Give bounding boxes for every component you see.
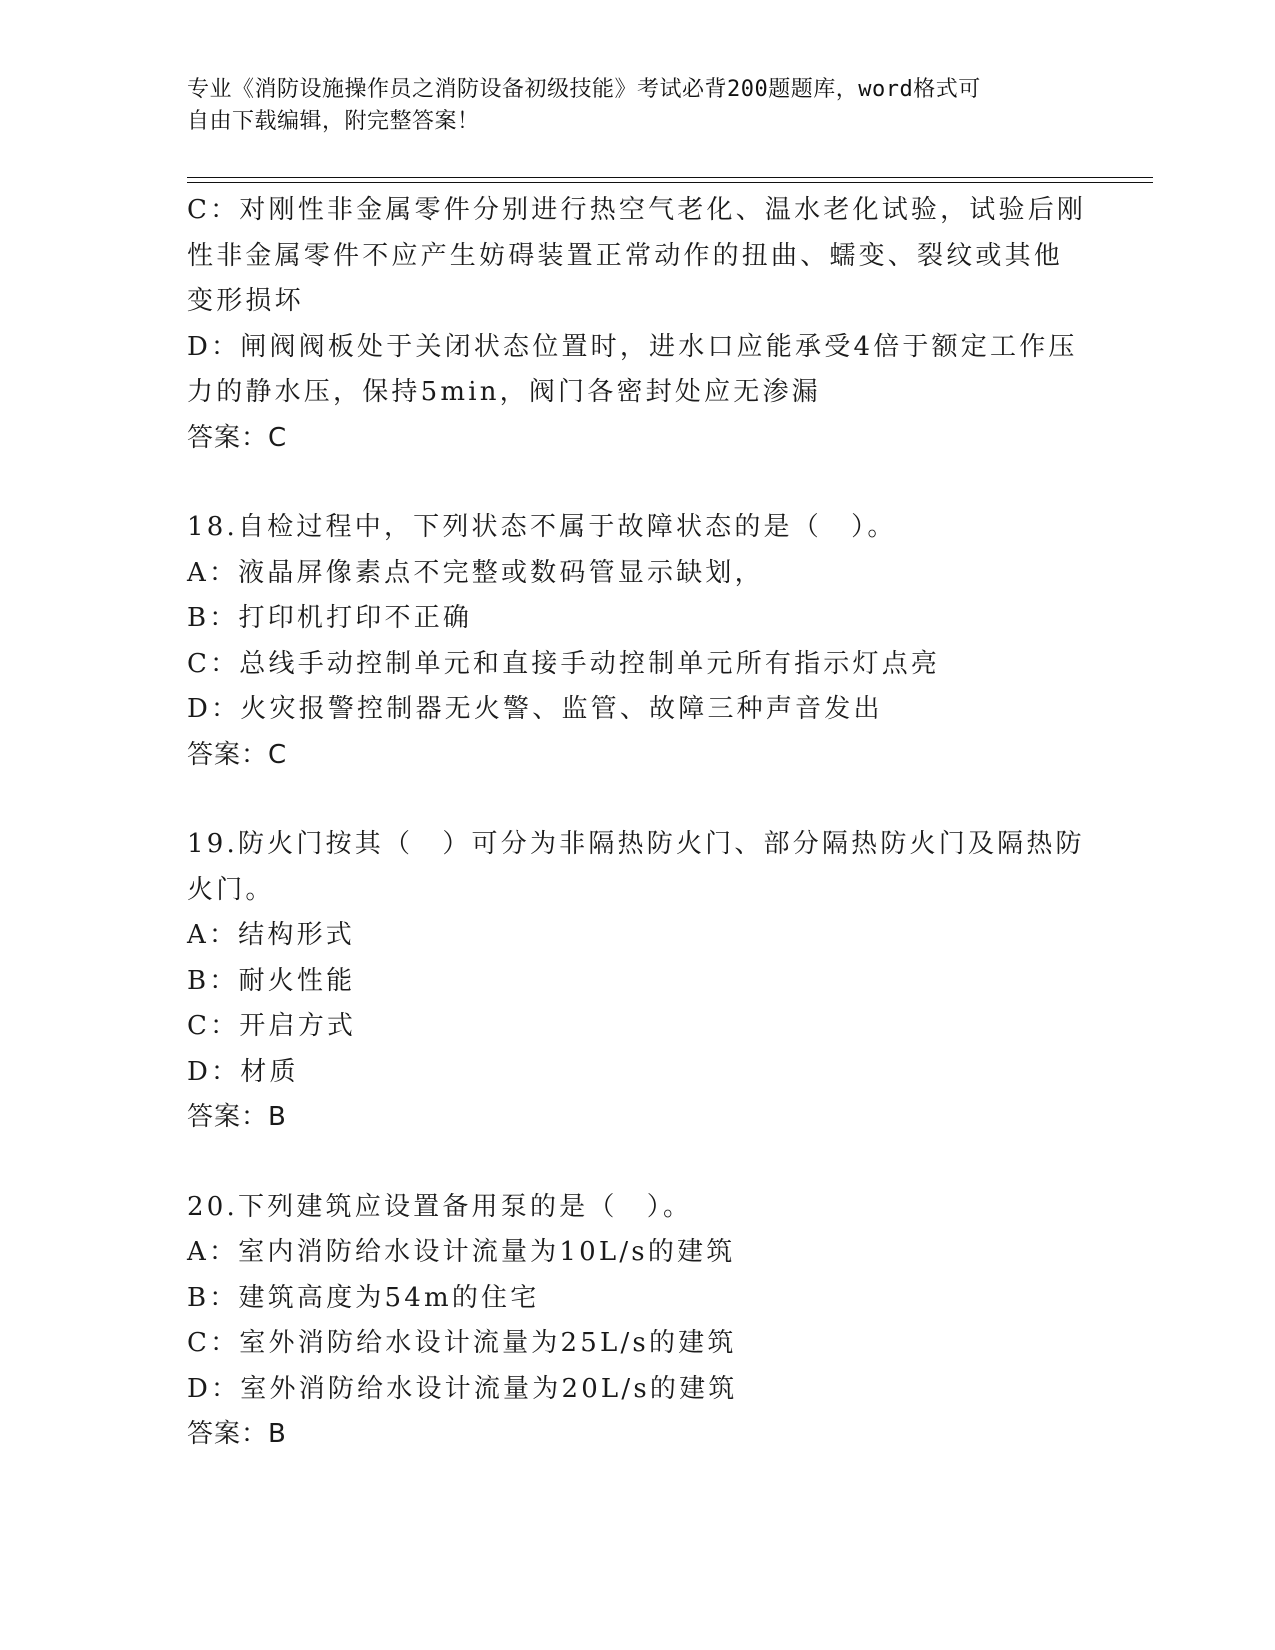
question-content [187, 188, 1087, 1458]
answer-line: 答案：C [187, 422, 288, 453]
option-d: D：材质 [187, 1056, 299, 1087]
option-a: A：液晶屏像素点不完整或数码管显示缺划， [187, 557, 764, 588]
option-b: B：耐火性能 [187, 965, 356, 996]
answer-line: 答案：B [187, 1419, 287, 1449]
option-a: A：结构形式 [187, 920, 355, 950]
header-title-line-1: 专业《消防设施操作员之消防设备初级技能》考试必背200题题库，word格式可 [187, 77, 981, 102]
continued-question [187, 188, 1087, 461]
option-c: C：总线手动控制单元和直接手动控制单元所有指示灯点亮 [187, 648, 941, 679]
option-d: D：火灾报警控制器无火警、监管、故障三种声音发出 [187, 694, 883, 724]
answer-line: 答案：C [187, 739, 288, 770]
question-18 [187, 505, 1087, 778]
option-c-line-2: 性非金属零件不应产生妨碍装置正常动作的扭曲、蠕变、裂纹或其他 [187, 240, 1064, 271]
option-b: B：打印机打印不正确 [187, 603, 473, 633]
option-c-line-3: 变形损坏 [187, 286, 304, 316]
header-rule-top [187, 177, 1153, 178]
option-a: A：室内消防给水设计流量为10L/s的建筑 [187, 1237, 736, 1267]
option-d: D：室外消防给水设计流量为20L/s的建筑 [187, 1373, 738, 1404]
option-c: C：室外消防给水设计流量为25L/s的建筑 [187, 1328, 737, 1358]
question-20 [187, 1185, 1087, 1458]
header-title-line-2: 自由下载编辑，附完整答案！ [187, 109, 480, 134]
question-stem: 18.自检过程中，下列状态不属于故障状态的是（ ）。 [187, 512, 897, 542]
question-stem: 20.下列建筑应设置备用泵的是（ ）。 [187, 1191, 693, 1222]
question-stem-line-1: 19.防火门按其（ ）可分为非隔热防火门、部分隔热防火门及隔热防 [187, 829, 1085, 859]
option-b: B：建筑高度为54m的住宅 [187, 1282, 540, 1313]
option-c-line-1: C：对刚性非金属零件分别进行热空气老化、温水老化试验，试验后刚 [187, 195, 1087, 225]
header-rule-bottom [187, 182, 1153, 183]
question-stem-line-2: 火门。 [187, 874, 275, 905]
option-d-line-2: 力的静水压，保持5min，阀门各密封处应无渗漏 [187, 377, 821, 407]
answer-line: 答案：B [187, 1102, 287, 1132]
option-c: C：开启方式 [187, 1011, 357, 1041]
document-header [187, 74, 1067, 138]
question-19 [187, 822, 1087, 1141]
option-d-line-1: D：闸阀阀板处于关闭状态位置时，进水口应能承受4倍于额定工作压 [187, 331, 1078, 362]
